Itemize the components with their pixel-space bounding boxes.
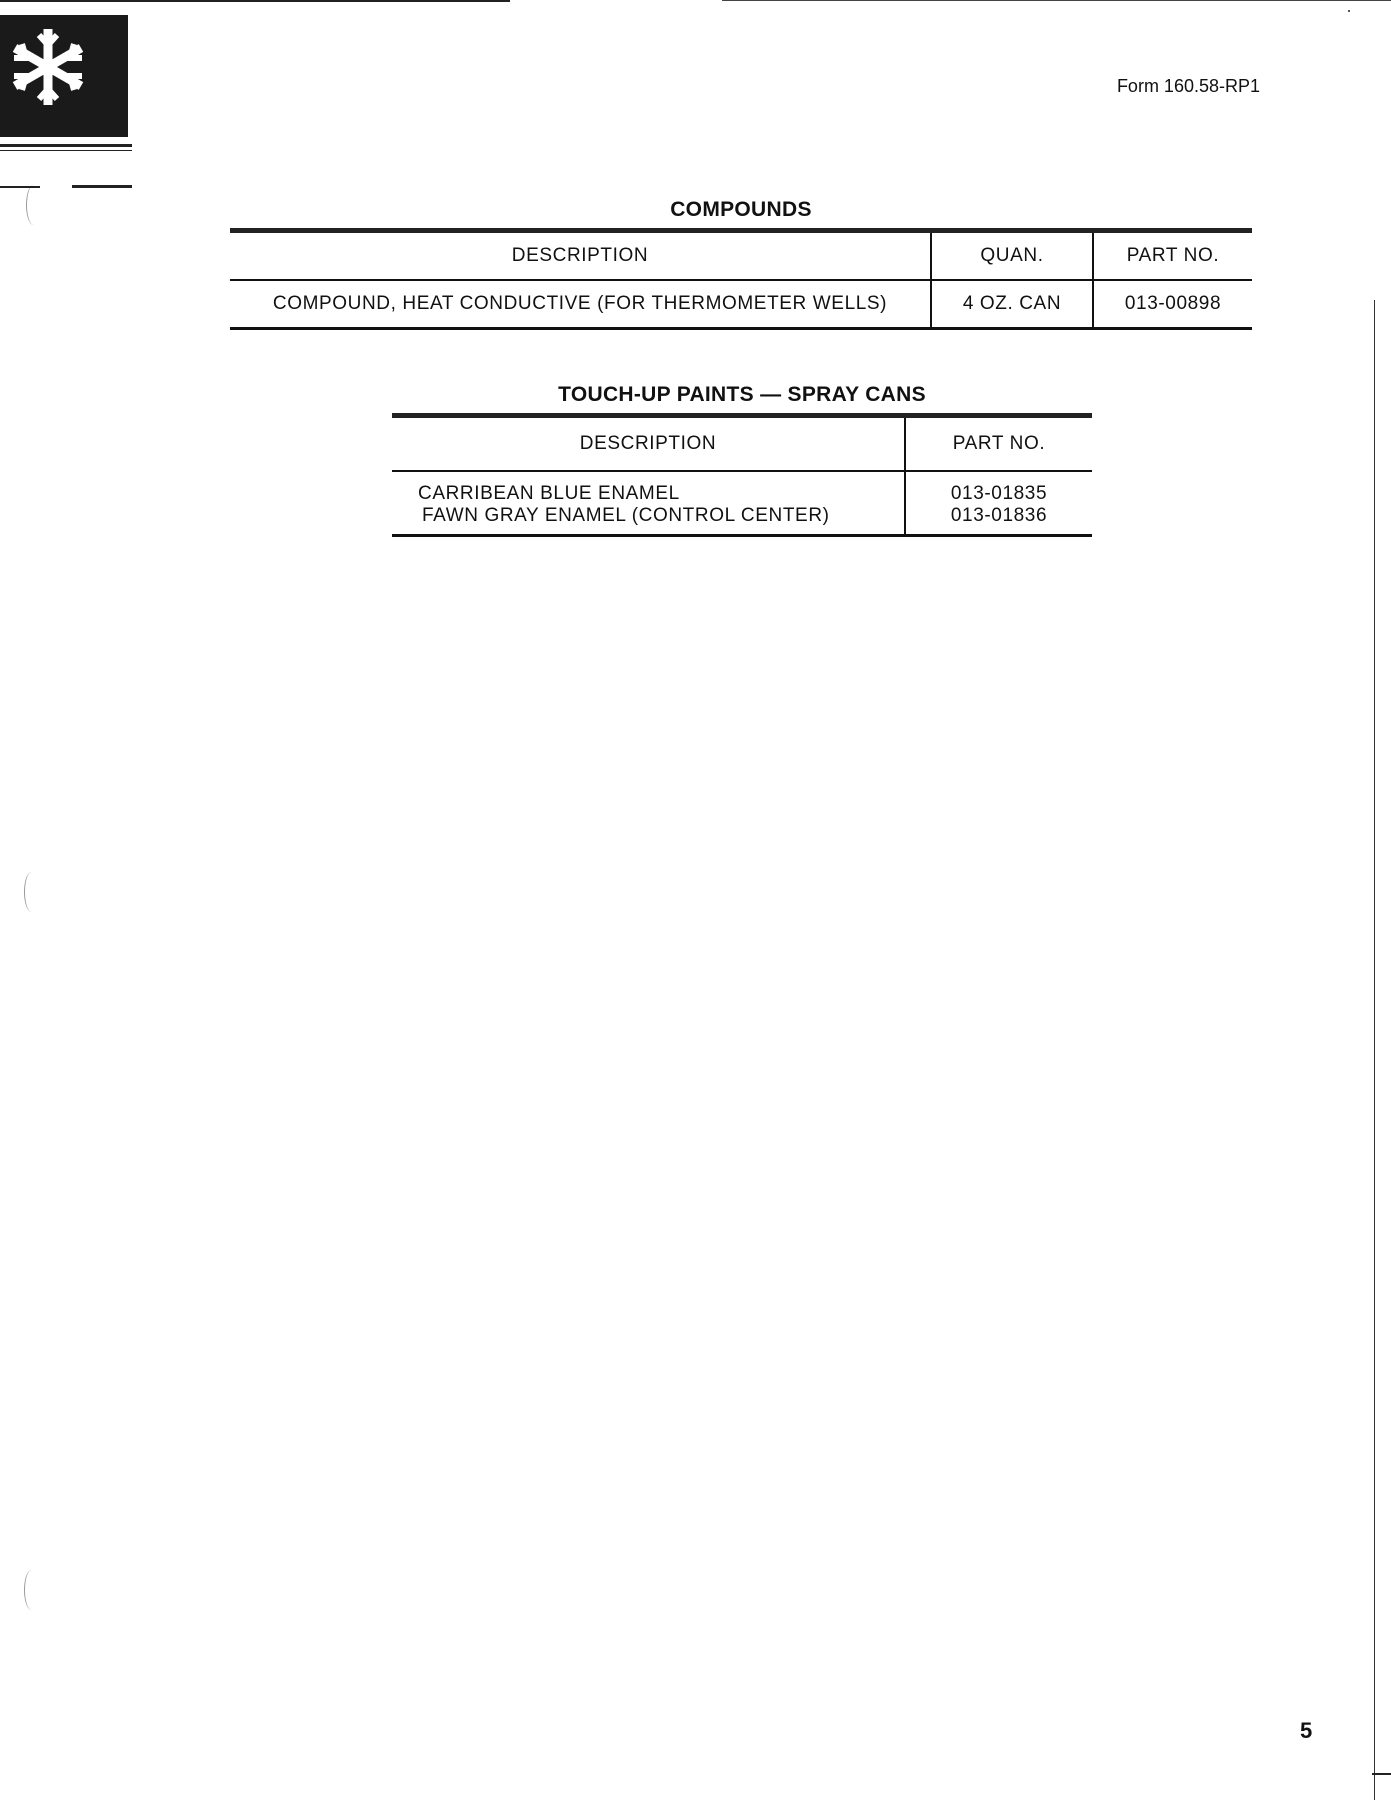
column-header: DESCRIPTION <box>392 416 905 472</box>
table-cell: COMPOUND, HEAT CONDUCTIVE (FOR THERMOMETER WELLS) <box>230 280 931 328</box>
binder-hole-shadow <box>24 872 39 912</box>
header-rule <box>0 186 40 188</box>
table-row <box>392 471 1092 505</box>
column-header: QUAN. <box>931 231 1093 281</box>
column-header: PART NO. <box>1093 231 1252 281</box>
header-rule <box>72 185 132 188</box>
top-edge-line <box>0 0 510 2</box>
form-number: Form 160.58-RP1 <box>1116 76 1260 96</box>
paints-table <box>392 413 1092 537</box>
binder-hole-shadow <box>26 185 41 225</box>
top-edge-line <box>722 0 1391 1</box>
binder-hole-shadow <box>24 1570 39 1610</box>
paints-title: TOUCH-UP PAINTS — SPRAY CANS <box>558 383 926 406</box>
scan-mark <box>1372 1773 1391 1775</box>
table-cell: 4 OZ. CAN <box>931 280 1093 328</box>
column-header: DESCRIPTION <box>230 231 931 281</box>
right-edge-line <box>1374 300 1375 1800</box>
table-cell: FAWN GRAY ENAMEL (CONTROL CENTER) <box>392 505 905 535</box>
compounds-table <box>230 228 1252 330</box>
scan-mark <box>1348 10 1350 12</box>
table-cell: 013-01835 <box>950 483 1048 504</box>
compounds-title: COMPOUNDS <box>670 198 812 221</box>
header-rule <box>0 150 132 151</box>
table-cell: 013-00898 <box>1124 292 1222 314</box>
column-header: PART NO. <box>905 416 1092 472</box>
table-cell: 013-01836 <box>950 505 1048 526</box>
brand-logo <box>0 15 128 137</box>
table-cell: CARRIBEAN BLUE ENAMEL <box>392 471 905 505</box>
table-row <box>230 280 1252 328</box>
header-rule <box>0 144 132 147</box>
snowflake-icon <box>6 25 90 109</box>
table-row <box>392 505 1092 535</box>
page-number: 5 <box>1300 1718 1313 1743</box>
